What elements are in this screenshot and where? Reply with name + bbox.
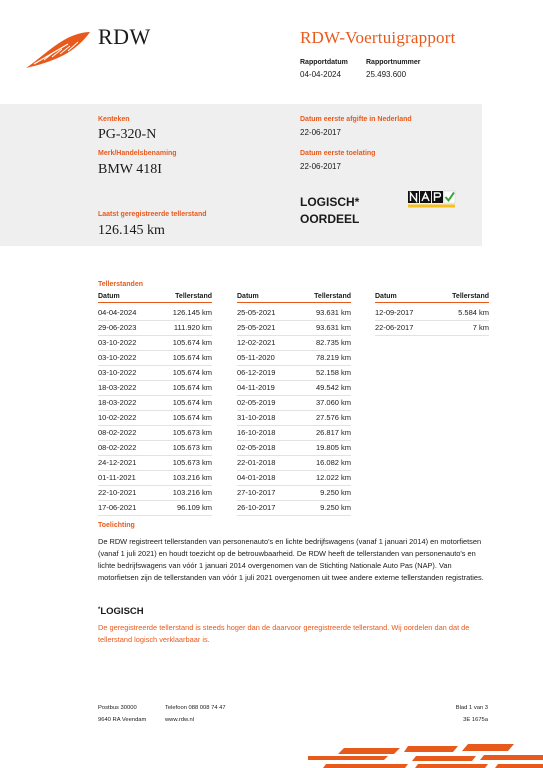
table-row: 02-05-2018 19.805 km: [237, 441, 351, 456]
footer-po-box: Postbus 30000: [98, 705, 137, 711]
verdict-line-1: LOGISCH*: [300, 195, 360, 209]
first-admission-label: Datum eerste toelating: [300, 150, 376, 157]
first-nl-value: 22-06-2017: [300, 128, 341, 137]
table-row: 06-12-2019 52.158 km: [237, 366, 351, 381]
table-row: 17-06-2021 96.109 km: [98, 501, 212, 516]
rdw-feather-logo-icon: [24, 30, 92, 70]
logical-asterisk: *: [98, 607, 101, 613]
readings-header: Datum Tellerstand: [237, 293, 351, 303]
table-row: 22-01-2018 16.082 km: [237, 456, 351, 471]
footer-document-code: 3E 1675a: [463, 717, 488, 723]
readings-column-3: [375, 293, 489, 336]
table-row: 01-11-2021 103.216 km: [98, 471, 212, 486]
report-number: 25.493.600: [366, 70, 407, 79]
make-label: Merk/Handelsbenaming: [98, 150, 177, 157]
odometer-value: 126.145 km: [98, 223, 165, 238]
footer-phone: Telefoon 088 008 74 47: [165, 705, 226, 711]
readings-column-2: [237, 293, 351, 516]
first-nl-label: Datum eerste afgifte in Nederland: [300, 116, 412, 123]
report-number-label: Rapportnummer: [366, 59, 421, 66]
table-row: 02-05-2019 37.060 km: [237, 396, 351, 411]
table-row: 04-01-2018 12.022 km: [237, 471, 351, 486]
vehicle-summary-band: [0, 104, 482, 246]
table-row: 16-10-2018 26.817 km: [237, 426, 351, 441]
table-row: 12-09-2017 5.584 km: [375, 306, 489, 321]
document-title: RDW-Voertuigrapport: [300, 28, 456, 47]
footer-website: www.rdw.nl: [165, 717, 194, 723]
table-row: 05-11-2020 78.219 km: [237, 351, 351, 366]
table-row: 08-02-2022 105.673 km: [98, 441, 212, 456]
explanation-label: Toelichting: [98, 522, 135, 529]
table-row: 04-11-2019 49.542 km: [237, 381, 351, 396]
report-date-label: Rapportdatum: [300, 59, 348, 66]
readings-header: Datum Tellerstand: [375, 293, 489, 303]
readings-section-label: Tellerstanden: [98, 281, 143, 288]
table-row: 18-03-2022 105.674 km: [98, 396, 212, 411]
nap-logo-icon: [408, 190, 456, 208]
plate-label: Kenteken: [98, 116, 130, 123]
table-row: 03-10-2022 105.674 km: [98, 366, 212, 381]
footer-postcode: 9640 RA Veendam: [98, 717, 147, 723]
table-row: 27-10-2017 9.250 km: [237, 486, 351, 501]
table-row: 18-03-2022 105.674 km: [98, 381, 212, 396]
logical-heading: [98, 606, 144, 617]
table-row: 31-10-2018 27.576 km: [237, 411, 351, 426]
table-row: 26-10-2017 9.250 km: [237, 501, 351, 516]
table-row: 12-02-2021 82.735 km: [237, 336, 351, 351]
logical-explanation-text: De geregistreerde tellerstand is steeds hoger dan de daarvoor geregistreerde tellerstand. Wij oordelen dan dat de tellerstand logisch verklaarbaar is.: [98, 623, 470, 644]
odometer-label: Laatst geregistreerde tellerstand: [98, 211, 207, 218]
table-row: 22-06-2017 7 km: [375, 321, 489, 336]
table-row: 04-04-2024 126.145 km: [98, 306, 212, 321]
table-row: 24-12-2021 105.673 km: [98, 456, 212, 471]
table-row: 08-02-2022 105.673 km: [98, 426, 212, 441]
make-value: BMW 418I: [98, 162, 162, 177]
readings-header: Datum Tellerstand: [98, 293, 212, 303]
table-row: 22-10-2021 103.216 km: [98, 486, 212, 501]
table-row: 10-02-2022 105.674 km: [98, 411, 212, 426]
brand-name: RDW: [98, 24, 151, 49]
verdict: [300, 194, 359, 228]
plate-value: PG-320-N: [98, 127, 157, 142]
first-admission-value: 22-06-2017: [300, 162, 341, 171]
table-row: 25-05-2021 93.631 km: [237, 306, 351, 321]
verdict-line-2: OORDEEL: [300, 212, 360, 226]
readings-column-1: [98, 293, 212, 516]
table-row: 29-06-2023 111.920 km: [98, 321, 212, 336]
footer-page-number: Blad 1 van 3: [455, 705, 488, 711]
table-row: 03-10-2022 105.674 km: [98, 351, 212, 366]
rdw-stripes-decoration-icon: [308, 742, 543, 768]
explanation-text: De RDW registreert tellerstanden van personenauto's en lichte bedrijfswagens (vanaf 1 januari 2014) en motorfietsen (vanaf 1 juli 2021) en houdt toezicht op de betrouwbaarheid. De RDW heeft de tellerstanden van personenauto's en lichte bedrijfswagens van vóór 1 januari 2014 overgenomen van de Stichting Nationale Auto Pas (NAP). Van motorfietsen zijn de tellerstanden van vóór 1 juli 2021 overgenomen uit twee andere externe tellerstanden registraties.: [98, 537, 484, 582]
logical-heading-text: LOGISCH: [100, 606, 144, 617]
table-row: 03-10-2022 105.674 km: [98, 336, 212, 351]
table-row: 25-05-2021 93.631 km: [237, 321, 351, 336]
report-date: 04-04-2024: [300, 70, 341, 79]
